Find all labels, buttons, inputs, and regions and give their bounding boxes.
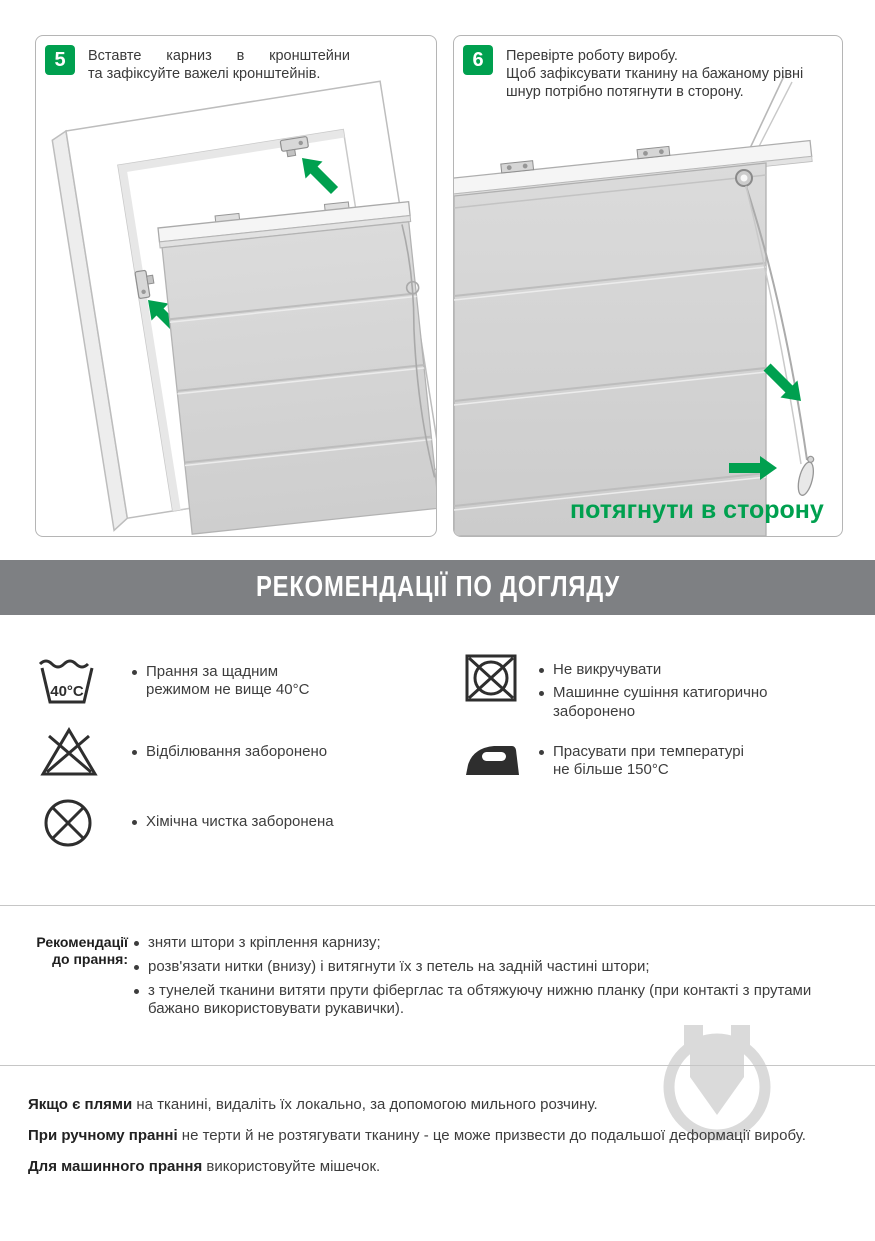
step6-line2: Щоб зафіксувати тканину на бажаному рівні xyxy=(506,66,804,83)
step6-illustration xyxy=(454,36,842,536)
step5-number-badge: 5 xyxy=(45,45,75,75)
wash-40-icon xyxy=(36,655,98,705)
care-symbols-section xyxy=(0,615,875,905)
step5-illustration xyxy=(36,36,436,536)
blind-fabric xyxy=(454,163,766,536)
care-banner xyxy=(0,560,875,615)
care-item: Не викручувати xyxy=(538,661,786,679)
care-item: Машинне сушіння катигорично заборонено xyxy=(538,684,786,721)
stain-care-notes-section xyxy=(0,1065,875,1241)
step6-instruction xyxy=(506,47,840,101)
washing-item: з тунелей тканини витяти прути фіберглас та обтяжуючу нижню планку (при контакті з прутами бажано використовувати рукавички). xyxy=(133,982,853,1020)
note-stains: Якщо є плями на тканині, видаліть їх локально, за допомогою мильного розчину. xyxy=(28,1096,598,1113)
no-wring-tumble-icon xyxy=(464,653,518,703)
step6-panel xyxy=(453,35,843,537)
washing-recommendations-label: Рекомендації до прання: xyxy=(36,934,128,967)
note-machine-wash: Для машинного прання використовуйте мішечок. xyxy=(28,1157,381,1175)
washing-recommendations-section xyxy=(0,905,875,1065)
step5-panel xyxy=(35,35,437,537)
care-item: Хімічна чистка заборонена xyxy=(131,813,401,831)
grommet-hole xyxy=(741,175,748,182)
washing-item: зняти штори з кріплення карнизу; xyxy=(133,934,853,953)
svg-text:40°C: 40°C xyxy=(50,683,84,700)
step5-line1: Вставте карниз в кронштейни xyxy=(88,48,350,64)
care-item: Прасувати при температурі не більше 150°С xyxy=(538,743,753,780)
roman-blind xyxy=(157,196,436,535)
step5-line2: та зафіксуйте важелі кронштейнів. xyxy=(88,66,321,83)
care-item: Відбілювання заборонено xyxy=(131,743,401,761)
washing-item: розв'язати нитки (внизу) і витягнути їх з петель на задній частині штори; xyxy=(133,958,853,977)
note-machine-wash-lead: Для машинного прання xyxy=(28,1157,203,1175)
iron-max150-icon xyxy=(464,735,520,779)
note-hand-wash-lead: При ручному пранні xyxy=(28,1126,178,1144)
no-bleach-icon xyxy=(40,727,98,777)
care-item: Прання за щадним режимом не вище 40°С xyxy=(131,663,341,700)
step5-instruction xyxy=(88,47,350,83)
note-stains-lead: Якщо є плями xyxy=(28,1096,133,1113)
step6-line3: шнур потрібно потягнути в сторону. xyxy=(506,84,744,101)
step6-number-badge: 6 xyxy=(463,45,493,75)
note-hand-wash: При ручному пранні не терти й не розтягувати тканину - це може призвести до подальшої деформації виробу. xyxy=(28,1126,806,1144)
care-banner-title: РЕКОМЕНДАЦІЇ ПО ДОГЛЯДУ xyxy=(255,571,620,603)
washing-recommendations-list xyxy=(133,934,853,1024)
no-dry-clean-icon xyxy=(42,797,94,849)
cord-tassel xyxy=(795,455,817,497)
pull-aside-annotation: потягнути в сторону xyxy=(570,496,824,524)
step6-line1: Перевірте роботу виробу. xyxy=(506,48,678,64)
